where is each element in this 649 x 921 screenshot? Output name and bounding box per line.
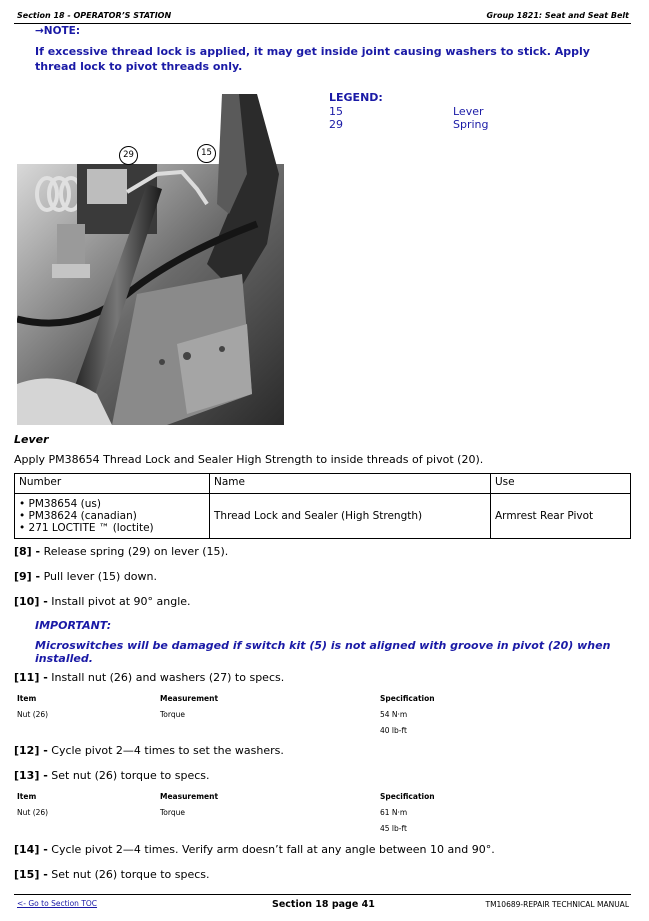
manual-title: TM10689-REPAIR TECHNICAL MANUAL [485, 900, 629, 909]
header-divider [14, 23, 631, 24]
step-15: [15] - Set nut (26) torque to specs. [14, 868, 210, 881]
callout-29: 29 [119, 146, 138, 165]
subsection-title: Lever [14, 433, 49, 446]
spec2-measurement: Torque [160, 808, 185, 817]
spec2-value-metric: 61 N·m [380, 808, 408, 817]
spec2-value-imperial: 45 lb-ft [380, 824, 407, 833]
table-row [15, 494, 631, 539]
step-12: [12] - Cycle pivot 2—4 times to set the washers. [14, 744, 284, 757]
spec1-value-metric: 54 N·m [380, 710, 408, 719]
footer-divider [14, 894, 631, 895]
spec1-item: Nut (26) [17, 710, 49, 719]
parts-table [14, 473, 631, 539]
spec1-value-imperial: 40 lb-ft [380, 726, 407, 735]
step-11: [11] - Install nut (26) and washers (27) to specs. [14, 671, 285, 684]
part-numbers: • PM38654 (us) • PM38624 (canadian) • 271 LOCTITE ™ (loctite) [15, 494, 210, 539]
step-14: [14] - Cycle pivot 2—4 times. Verify arm doesn’t fall at any angle between 10 and 90°. [14, 843, 495, 856]
step-8: [8] - Release spring (29) on lever (15). [14, 545, 229, 558]
col-use: Use [491, 474, 631, 494]
important-title: IMPORTANT: [35, 619, 112, 632]
legend-title: LEGEND: [329, 91, 383, 104]
spec2-item-header: Item [17, 792, 37, 801]
table-header-row [15, 474, 631, 494]
part-use: Armrest Rear Pivot [491, 494, 631, 539]
section-header: Section 18 - OPERATOR’S STATION [17, 11, 172, 20]
page-number: Section 18 page 41 [272, 899, 375, 910]
col-name: Name [210, 474, 491, 494]
spec2-spec-header: Specification [380, 792, 435, 801]
instruction-text: Apply PM38654 Thread Lock and Sealer High Strength to inside threads of pivot (20). [14, 453, 484, 466]
part-name: Thread Lock and Sealer (High Strength) [210, 494, 491, 539]
spec2-item: Nut (26) [17, 808, 49, 817]
lever-spring-photo [17, 94, 284, 425]
note-text: If excessive thread lock is applied, it may get inside joint causing washers to stick. Apply thread lock to pivot threads only. [35, 45, 590, 73]
note-title: →NOTE: [35, 25, 81, 37]
callout-15: 15 [197, 144, 216, 163]
legend-item: 15 Lever [329, 104, 484, 118]
group-header: Group 1821: Seat and Seat Belt [486, 11, 629, 20]
spec1-spec-header: Specification [380, 694, 435, 703]
legend-item: 29 Spring [329, 118, 489, 131]
col-number: Number [15, 474, 210, 494]
spec1-measurement-header: Measurement [160, 694, 219, 703]
legend [329, 91, 489, 132]
spec1-measurement: Torque [160, 710, 185, 719]
step-9: [9] - Pull lever (15) down. [14, 570, 158, 583]
spec2-measurement-header: Measurement [160, 792, 219, 801]
important-text: Microswitches will be damaged if switch kit (5) is not aligned with groove in pivot (20) when installed. [35, 639, 611, 665]
section-toc-link[interactable]: <- Go to Section TOC [17, 899, 98, 908]
step-13: [13] - Set nut (26) torque to specs. [14, 769, 210, 782]
step-10: [10] - Install pivot at 90° angle. [14, 595, 191, 608]
spec1-item-header: Item [17, 694, 37, 703]
